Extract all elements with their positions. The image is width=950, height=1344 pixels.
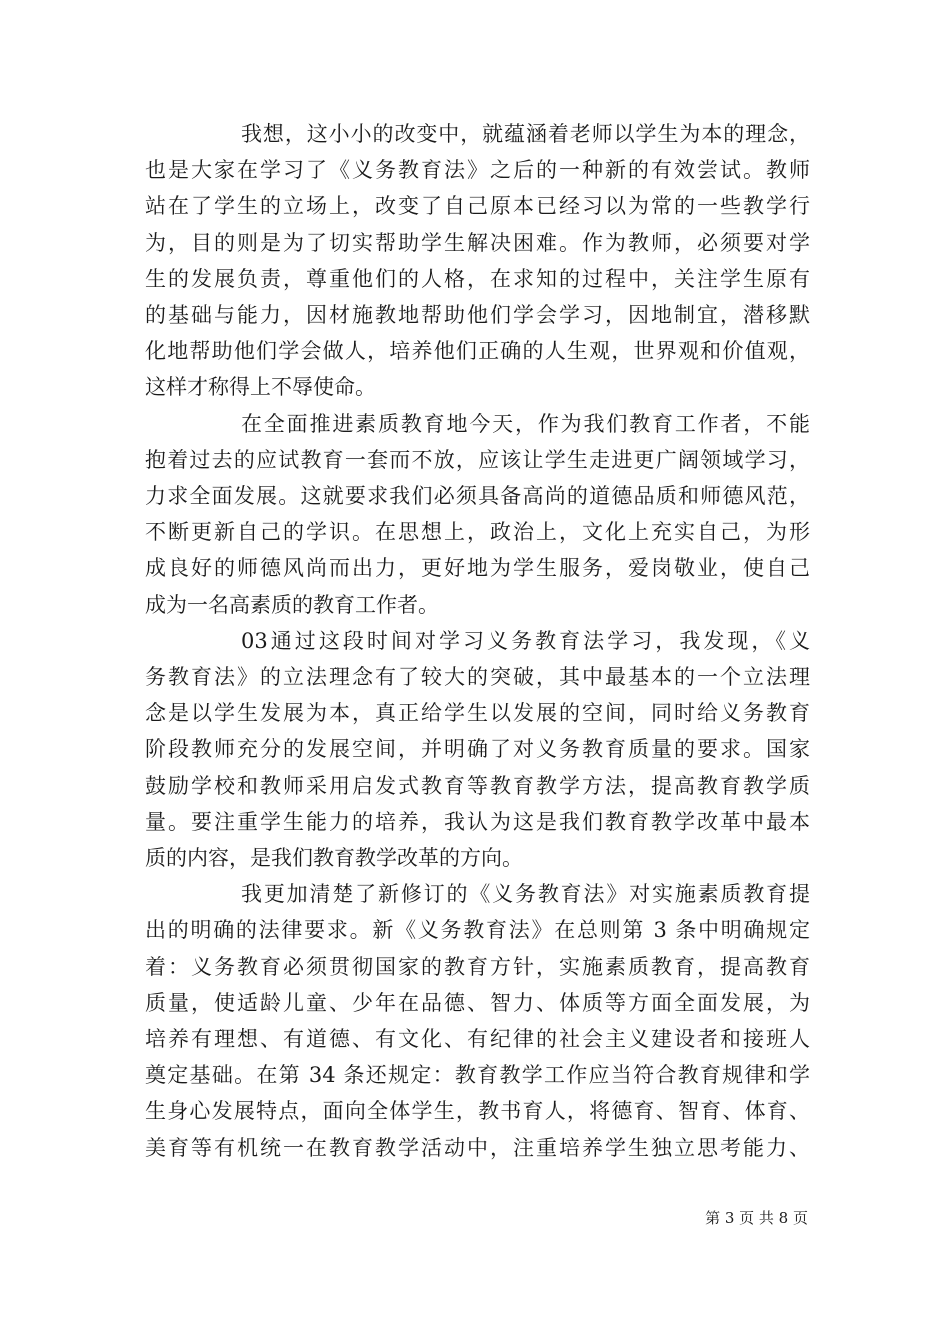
text-line: 这样才称得上不辱使命。 [145,375,376,400]
text-line: 成良好的师德风尚而出力，更好地为学生服务，爱岗敬业，使自己 [145,556,810,581]
text-line: 培养有理想、有道德、有文化、有纪律的社会主义建设者和接班人 [145,1027,810,1052]
text-line: 也是大家在学习了《义务教育法》之后的一种新的有效尝试。教师 [145,158,810,183]
text-line: 站在了学生的立场上，改变了自己原本已经习以为常的一些教学行 [145,194,810,219]
text-line: 抱着过去的应试教育一套而不放，应该让学生走进更广阔领域学习， [145,447,810,472]
page-number-footer: 第 3 页 共 8 页 [705,1209,808,1227]
text-line: 奠定基础。在第 34 条还规定：教育教学工作应当符合教育规律和学 [145,1063,810,1088]
text-line: 成为一名高素质的教育工作者。 [145,592,439,617]
paragraph-3 [145,623,810,876]
text-line: 力求全面发展。这就要求我们必须具备高尚的道德品质和师德风范， [145,484,810,509]
text-line: 质的内容，是我们教育教学改革的方向。 [145,846,523,871]
text-line: 念是以学生发展为本，真正给学生以发展的空间，同时给义务教育 [145,701,810,726]
paragraph-4 [145,876,810,1166]
text-line: 我更加清楚了新修订的《义务教育法》对实施素质教育提 [241,882,810,907]
text-line: 美育等有机统一在教育教学活动中，注重培养学生独立思考能力、 [145,1135,810,1160]
text-line: 鼓励学校和教师采用启发式教育等教育教学方法，提高教育教学质 [145,773,810,798]
text-line: 03通过这段时间对学习义务教育法学习，我发现，《义 [241,628,810,653]
text-line: 着：义务教育必须贯彻国家的教育方针，实施素质教育，提高教育 [145,954,810,979]
text-line: 不断更新自己的学识。在思想上，政治上，文化上充实自己，为形 [145,520,810,545]
text-line: 我想，这小小的改变中，就蕴涵着老师以学生为本的理念， [241,122,810,146]
text-line: 在全面推进素质教育地今天，作为我们教育工作者，不能 [241,411,810,436]
text-line: 生的发展负责，尊重他们的人格，在求知的过程中，关注学生原有 [145,266,810,291]
text-line: 阶段教师充分的发展空间，并明确了对义务教育质量的要求。国家 [145,737,810,762]
text-line: 化地帮助他们学会做人，培养他们正确的人生观，世界观和价值观， [145,339,810,364]
text-line: 质量，使适龄儿童、少年在品德、智力、体质等方面全面发展，为 [145,990,810,1015]
text-line: 量。要注重学生能力的培养，我认为这是我们教育教学改革中最本 [145,809,810,834]
text-line: 生身心发展特点，面向全体学生，教书育人，将德育、智育、体育、 [145,1099,810,1124]
paragraph-2 [145,406,810,623]
text-line: 为，目的则是为了切实帮助学生解决困难。作为教师，必须要对学 [145,230,810,255]
text-line: 出的明确的法律要求。新《义务教育法》在总则第 3 条中明确规定 [145,918,810,943]
document-body [145,116,810,1166]
text-line: 的基础与能力，因材施教地帮助他们学会学习，因地制宜，潜移默 [145,303,810,328]
paragraph-1 [145,116,810,406]
text-line: 务教育法》的立法理念有了较大的突破，其中最基本的一个立法理 [145,665,810,690]
